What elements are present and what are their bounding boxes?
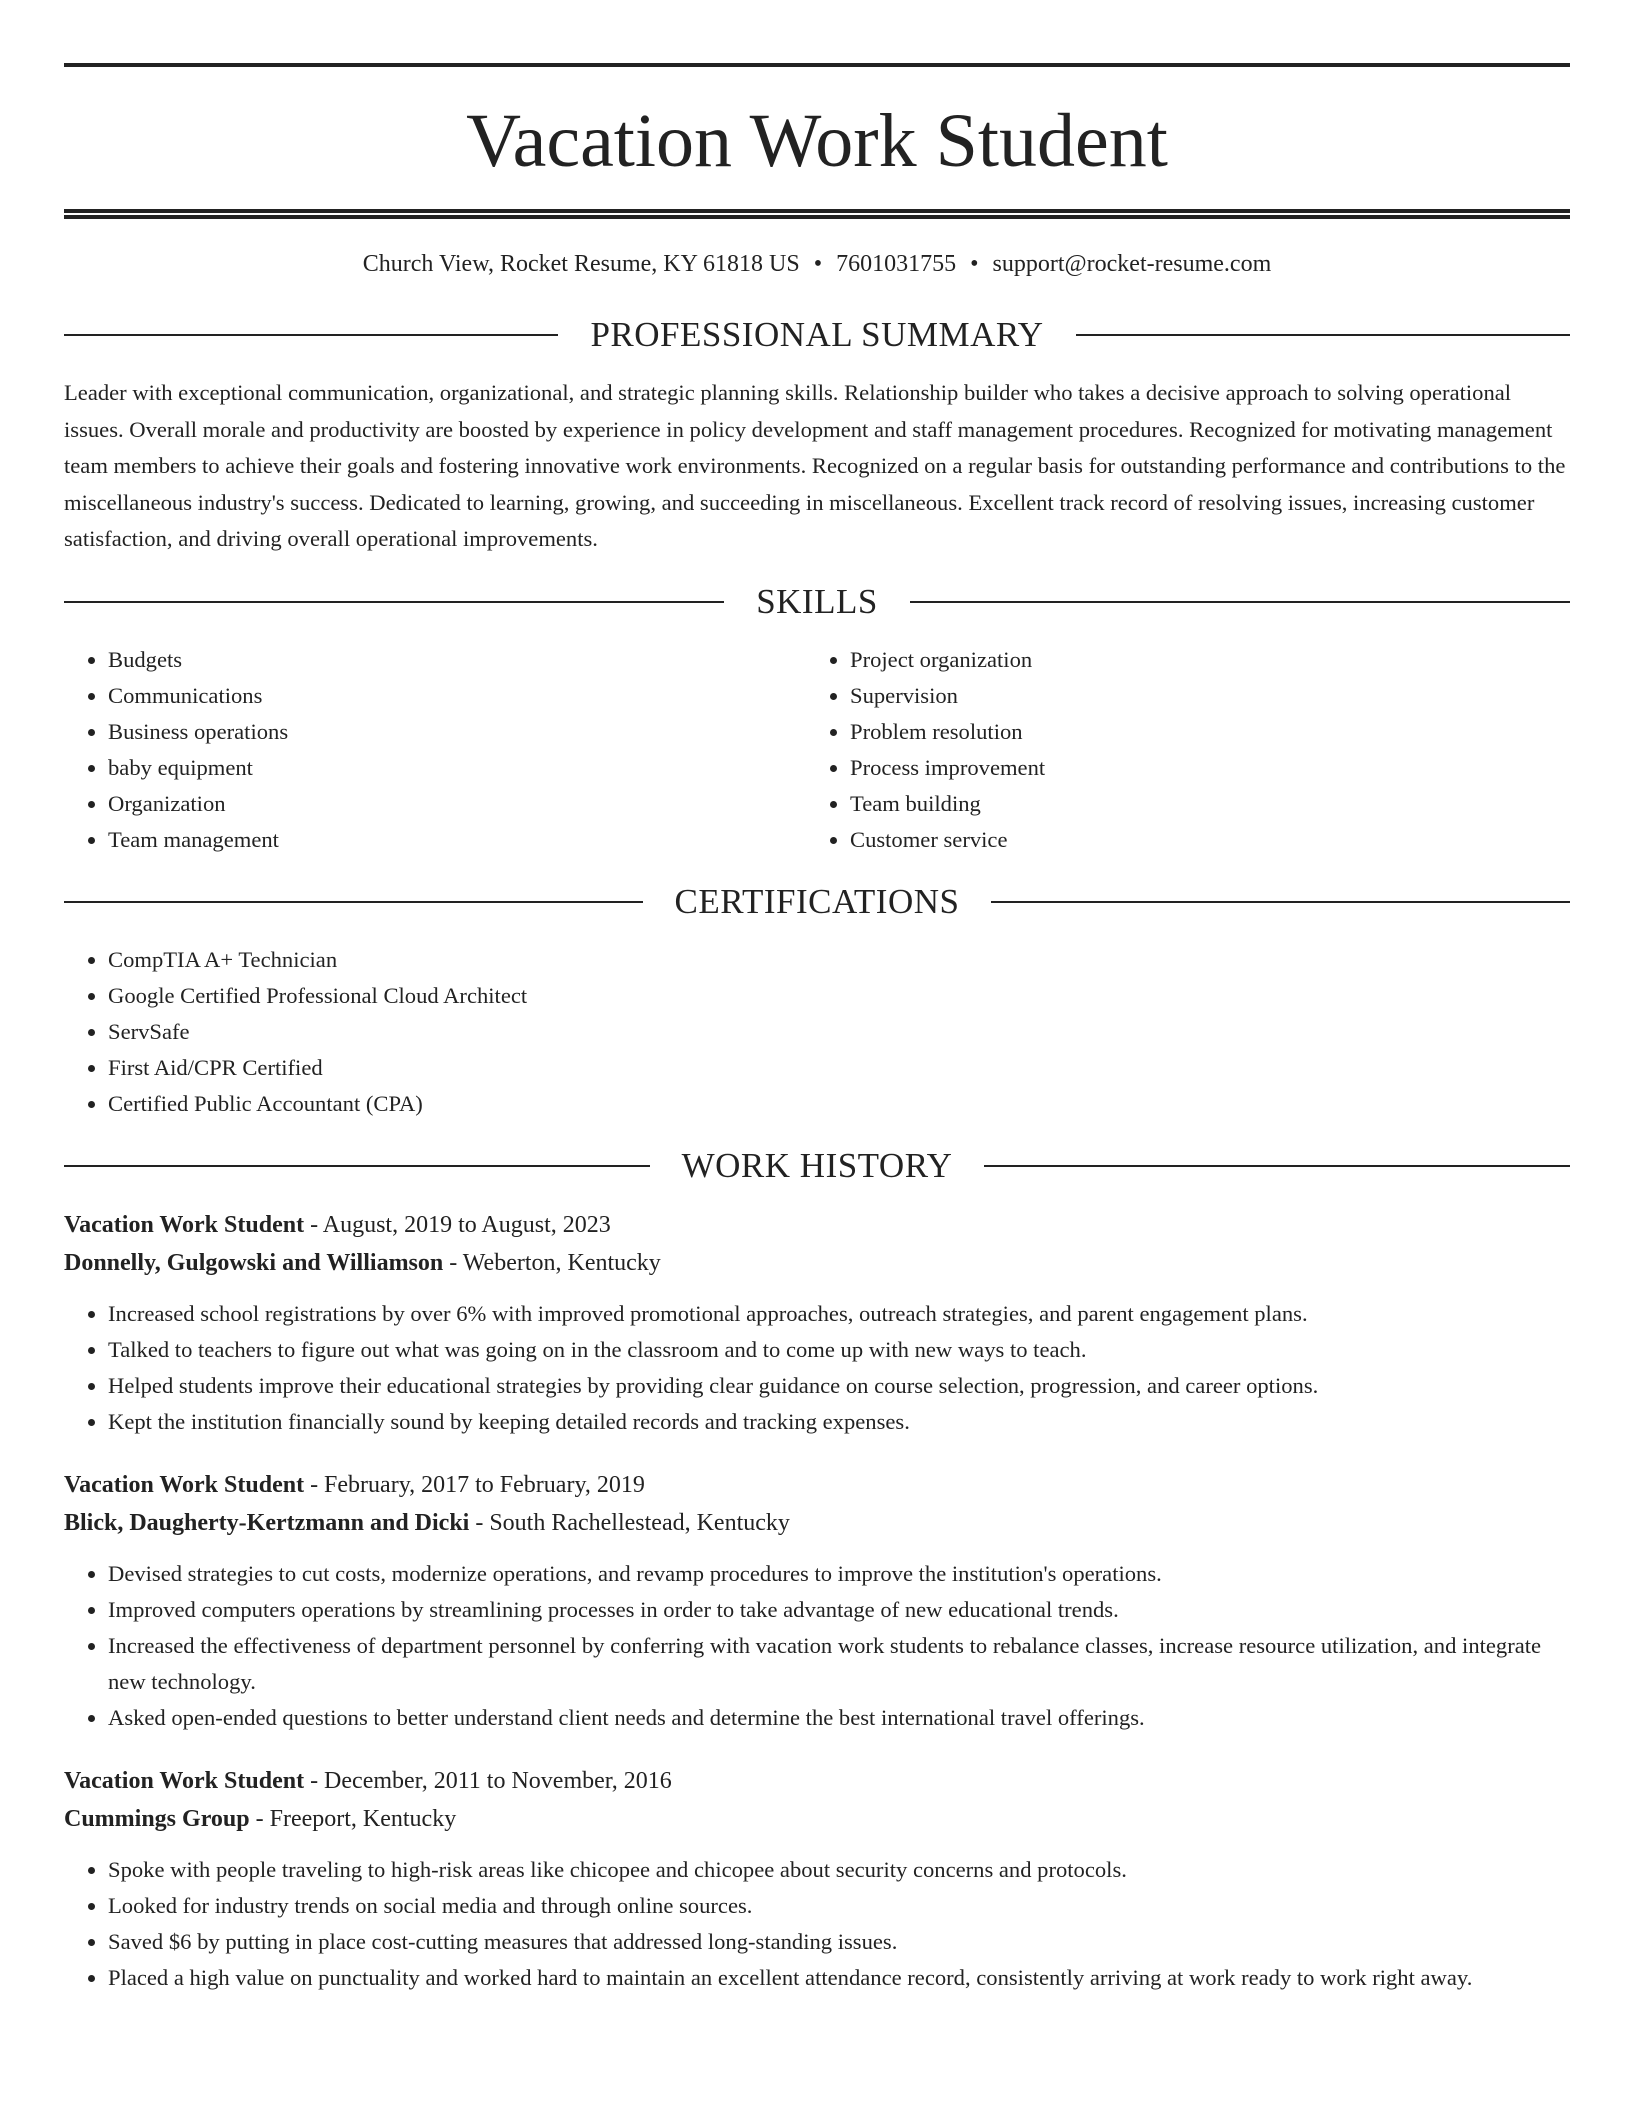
list-item: • Team management — [108, 822, 806, 858]
job-company-line — [64, 1504, 1570, 1542]
list-item: • Asked open-ended questions to better understand client needs and determine the best international travel offerings. — [108, 1700, 1570, 1736]
section-header-certifications — [64, 880, 1570, 924]
job-title: Vacation Work Student — [64, 1767, 305, 1794]
contact-email: support@rocket-resume.com — [992, 251, 1272, 277]
job-title-line — [64, 1762, 1570, 1800]
job-company: Donnelly, Gulgowski and Williamson — [64, 1249, 444, 1276]
section-header-work-history — [64, 1144, 1570, 1188]
section-header-summary — [64, 313, 1570, 357]
list-item: • Increased the effectiveness of department personnel by conferring with vacation work students to rebalance classes, increase resource utilization, and integrate new technology. — [108, 1628, 1570, 1700]
section-rule-left — [64, 601, 724, 603]
list-item: • Certified Public Accountant (CPA) — [108, 1086, 1570, 1122]
job-title-line — [64, 1466, 1570, 1504]
list-item: • Budgets — [108, 642, 806, 678]
skills-list-right — [806, 642, 1548, 858]
job-entry — [64, 1762, 1570, 1996]
section-rule-right — [984, 1165, 1570, 1167]
list-item: • Increased school registrations by over 6% with improved promotional approaches, outreach strategies, and parent engagement plans. — [108, 1296, 1570, 1332]
list-item: • Project organization — [850, 642, 1548, 678]
list-item: • Improved computers operations by streamlining processes in order to take advantage of new educational trends. — [108, 1592, 1570, 1628]
list-item: • Helped students improve their educational strategies by providing clear guidance on course selection, progression, and career options. — [108, 1368, 1570, 1404]
skills-list — [64, 642, 1570, 858]
job-location: - South Rachellestead, Kentucky — [469, 1509, 790, 1536]
list-item: • Saved $6 by putting in place cost-cutting measures that addressed long-standing issues. — [108, 1924, 1570, 1960]
job-title: Vacation Work Student — [64, 1211, 305, 1238]
skills-column-left — [64, 642, 806, 858]
section-rule-left — [64, 1165, 650, 1167]
section-rule-right — [1076, 334, 1570, 336]
contact-line — [64, 249, 1570, 279]
skills-column-right — [806, 642, 1548, 858]
contact-phone: 7601031755 — [836, 251, 957, 277]
list-item: • Organization — [108, 786, 806, 822]
job-title: Vacation Work Student — [64, 1471, 305, 1498]
list-item: • Process improvement — [850, 750, 1548, 786]
job-bullets — [64, 1296, 1570, 1440]
certifications-list — [64, 942, 1570, 1122]
list-item: • Communications — [108, 678, 806, 714]
list-item: • Problem resolution — [850, 714, 1548, 750]
list-item: • Supervision — [850, 678, 1548, 714]
list-item: • Business operations — [108, 714, 806, 750]
job-company-line — [64, 1800, 1570, 1838]
section-title: SKILLS — [756, 581, 878, 621]
section-title: PROFESSIONAL SUMMARY — [590, 315, 1044, 354]
job-company-line — [64, 1244, 1570, 1282]
section-title: WORK HISTORY — [681, 1145, 953, 1185]
section-rule-right — [991, 901, 1570, 903]
job-bullets — [64, 1852, 1570, 1996]
resume-page — [64, 63, 1570, 1996]
job-bullets — [64, 1556, 1570, 1736]
section-rule-left — [64, 334, 558, 336]
contact-separator: • — [970, 251, 979, 277]
summary-text: Leader with exceptional communication, organizational, and strategic planning skills. Relationship builder who takes a decisive approach to solving operational issues. Overall morale and productivity are boosted by experience in policy development and staff management procedures. Recognized for motivating management team members to achieve their goals and fostering innovative work environments. Recognized on a regular basis for outstanding performance and contributions to the miscellaneous industry's success. Dedicated to learning, growing, and succeeding in miscellaneous. Excellent track record of resolving issues, increasing customer satisfaction, and driving overall operational improvements. — [64, 380, 1566, 551]
list-item: • Looked for industry trends on social media and through online sources. — [108, 1888, 1570, 1924]
section-rule-right — [910, 601, 1570, 603]
name-double-rule — [64, 209, 1570, 219]
list-item: • Customer service — [850, 822, 1548, 858]
list-item: • Spoke with people traveling to high-risk areas like chicopee and chicopee about security concerns and protocols. — [108, 1852, 1570, 1888]
list-item: • Google Certified Professional Cloud Architect — [108, 978, 1570, 1014]
list-item: • baby equipment — [108, 750, 806, 786]
job-entry — [64, 1206, 1570, 1440]
job-location: - Weberton, Kentucky — [443, 1249, 661, 1276]
list-item: • Talked to teachers to figure out what was going on in the classroom and to come up with new ways to teach. — [108, 1332, 1570, 1368]
list-item: • CompTIA A+ Technician — [108, 942, 1570, 978]
section-title: CERTIFICATIONS — [674, 881, 960, 921]
job-location: - Freeport, Kentucky — [249, 1805, 457, 1832]
job-title-line — [64, 1206, 1570, 1244]
job-dates: - February, 2017 to February, 2019 — [304, 1471, 645, 1498]
list-item: • Devised strategies to cut costs, modernize operations, and revamp procedures to improve the institution's operations. — [108, 1556, 1570, 1592]
job-dates: - August, 2019 to August, 2023 — [304, 1211, 611, 1238]
skills-list-left — [64, 642, 806, 858]
section-rule-left — [64, 901, 643, 903]
job-company: Cummings Group — [64, 1805, 250, 1832]
job-dates: - December, 2011 to November, 2016 — [304, 1767, 672, 1794]
list-item: • First Aid/CPR Certified — [108, 1050, 1570, 1086]
contact-separator: • — [813, 251, 823, 277]
section-header-skills — [64, 580, 1570, 624]
contact-address: Church View, Rocket Resume, KY 61818 US — [362, 251, 800, 277]
list-item: • Placed a high value on punctuality and worked hard to maintain an excellent attendance record, consistently arriving at work ready to work right away. — [108, 1960, 1570, 1996]
list-item: • ServSafe — [108, 1014, 1570, 1050]
candidate-name: Vacation Work Student — [466, 99, 1168, 183]
list-item: • Kept the institution financially sound by keeping detailed records and tracking expenses. — [108, 1404, 1570, 1440]
job-entry — [64, 1466, 1570, 1736]
job-company: Blick, Daugherty-Kertzmann and Dicki — [64, 1509, 470, 1536]
list-item: • Team building — [850, 786, 1548, 822]
